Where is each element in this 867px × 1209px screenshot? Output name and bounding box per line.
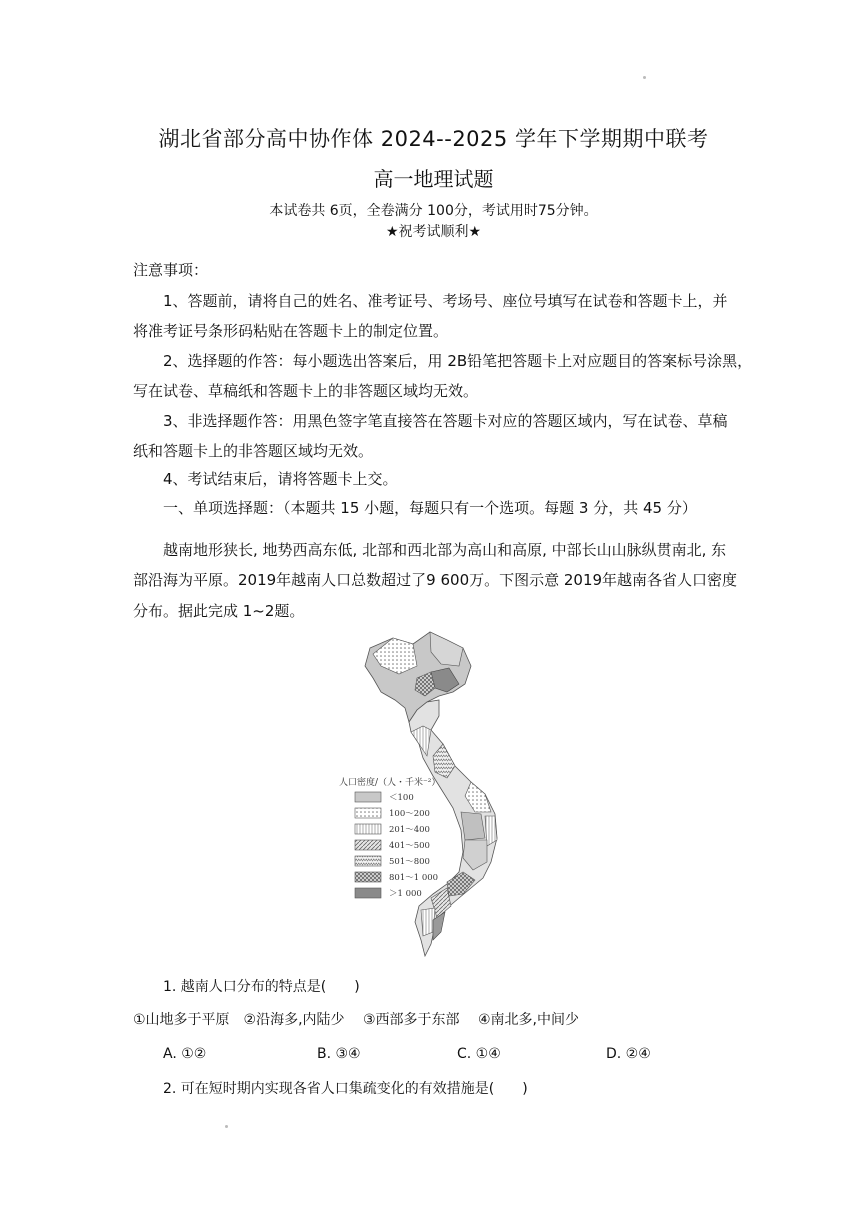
notice-line: 3、非选择题作答：用黑色签字笔直接答在答题卡对应的答题区域内，写在试卷、草稿 <box>163 412 728 430</box>
legend-label: ＜100 <box>389 793 414 803</box>
legend-swatch <box>355 824 381 834</box>
legend-label: 201～400 <box>389 825 430 835</box>
exam-wish: ★祝考试顺利★ <box>385 224 482 240</box>
scan-speck <box>643 76 646 79</box>
passage-line: 越南地形狭长, 地势西高东低, 北部和西北部为高山和高原, 中部长山山脉纵贯南北, 东 <box>163 541 727 559</box>
notice-heading: 注意事项： <box>133 261 209 279</box>
option-c: C. ①④ <box>457 1046 501 1062</box>
legend-label: 501～800 <box>389 857 430 867</box>
legend-label: 401～500 <box>389 841 430 851</box>
notice-line: 纸和答题卡上的非答题区域均无效。 <box>133 442 374 460</box>
legend-item <box>355 824 430 835</box>
section-heading: 一、单项选择题：（本题共 15 小题，每题只有一个选项。每题 3 分，共 45 分） <box>163 499 697 517</box>
legend-swatch <box>355 856 381 866</box>
passage-line: 部沿海为平原。2019年越南人口总数超过了9 600万。下图示意 2019年越南各省人口密度 <box>133 571 738 589</box>
legend-swatch <box>355 792 381 802</box>
option-b: B. ③④ <box>317 1046 361 1062</box>
legend-item <box>355 792 414 803</box>
option-a: A. ①② <box>163 1046 207 1062</box>
notice-line: 将准考证号条形码粘贴在答题卡上的制定位置。 <box>133 322 449 340</box>
legend-label: 100～200 <box>389 809 430 819</box>
notice-line: 2、选择题的作答：每小题选出答案后，用 2B铅笔把答题卡上对应题目的答案标号涂黑， <box>163 352 753 370</box>
scan-speck <box>225 1125 228 1128</box>
legend-title: 人口密度/（人・千米⁻²） <box>339 778 441 788</box>
exam-subtitle: 高一地理试题 <box>373 167 494 191</box>
question-1-statements: ①山地多于平原 ②沿海多,内陆少 ③西部多于东部 ④南北多,中间少 <box>133 1012 580 1028</box>
legend-swatch <box>355 888 381 898</box>
legend-swatch <box>355 840 381 850</box>
map-figure <box>335 626 535 966</box>
passage-line: 分布。据此完成 1~2题。 <box>133 602 305 620</box>
legend-item <box>355 872 438 883</box>
exam-info: 本试卷共 6页，全卷满分 100分，考试用时75分钟。 <box>269 203 598 219</box>
legend-item <box>355 856 430 867</box>
notice-line: 写在试卷、草稿纸和答题卡上的非答题区域均无效。 <box>133 382 479 400</box>
legend-item <box>355 888 422 899</box>
legend-swatch <box>355 872 381 882</box>
legend-label: 801～1 000 <box>389 873 439 883</box>
legend-label: ＞1 000 <box>389 889 422 899</box>
vietnam-population-map <box>335 626 535 966</box>
notice-line: 1、答题前，请将自己的姓名、准考证号、考场号、座位号填写在试卷和答题卡上，并 <box>163 292 728 310</box>
question-1-stem: 1. 越南人口分布的特点是( ) <box>163 979 360 995</box>
legend-item <box>355 808 430 819</box>
legend-item <box>355 840 430 851</box>
question-2-stem: 2. 可在短时期内实现各省人口集疏变化的有效措施是( ) <box>163 1081 528 1097</box>
exam-title: 湖北省部分高中协作体 2024--2025 学年下学期期中联考 <box>158 127 709 151</box>
option-d: D. ②④ <box>606 1046 651 1062</box>
notice-line: 4、考试结束后，请将答题卡上交。 <box>163 470 398 488</box>
legend-swatch <box>355 808 381 818</box>
